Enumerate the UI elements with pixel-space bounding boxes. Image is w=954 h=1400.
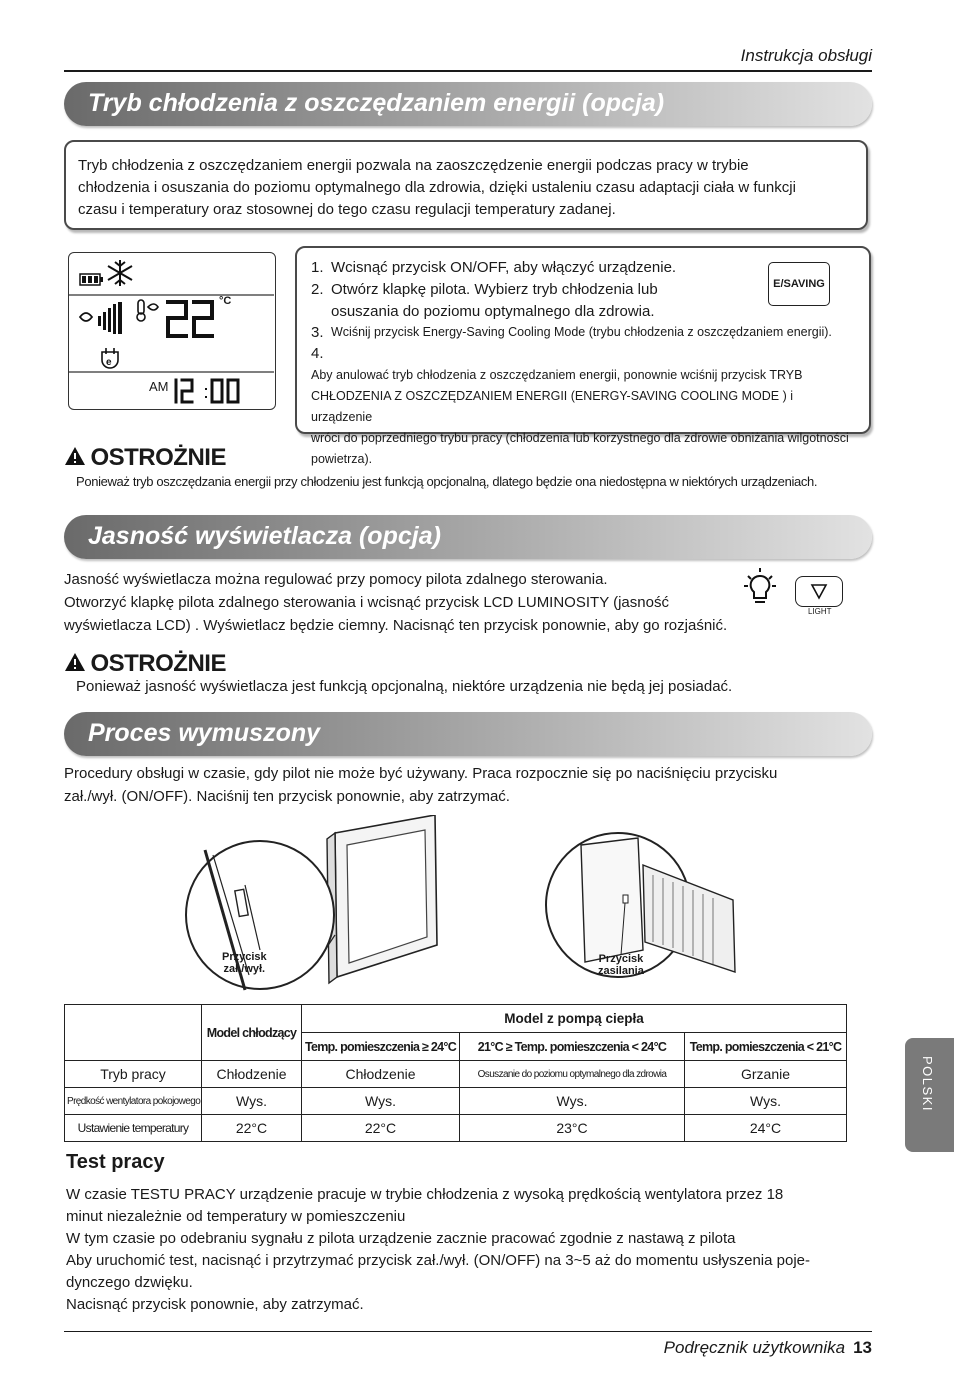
footer-label: Podręcznik użytkownika <box>663 1338 846 1357</box>
callout-power: Przycisk zasilania <box>598 953 644 977</box>
outdoor-unit-illustration <box>543 830 753 985</box>
table-header-cooling: Model chłodzący <box>202 1005 302 1061</box>
language-tab: POLSKI <box>905 1038 954 1152</box>
callout-on-off: Przycisk zał./wył. <box>222 951 267 975</box>
forced-operation-text: Procedury obsługi w czasie, gdy pilot nie może być używany. Praca rozpocznie się po naciśnięciu przycisku zał./wył. (ON/OFF). Naciśnij ten przycisk ponownie, aby zatrzymać. <box>64 765 778 805</box>
table-corner <box>65 1005 202 1061</box>
caution-heading-1: OSTROŻNIE <box>64 444 226 472</box>
intro-box <box>64 140 868 230</box>
lcd-display <box>68 252 276 410</box>
model-table <box>64 1004 847 1142</box>
caution-text-1: Ponieważ tryb oszczędzania energii przy chłodzeniu jest funkcją opcjonalną, dlatego będzie ona niedostępna w niektórych urządzeniach. <box>76 474 818 489</box>
step-1: 1. Wcisnąć przycisk ON/OFF, aby włączyć urządzenie. <box>311 259 677 276</box>
table-row: Ustawienie temperatury 22°C 22°C 23°C 24°C <box>65 1115 847 1142</box>
brightness-text: Jasność wyświetlacza można regulować przy pomocy pilota zdalnego sterowania. Otworzyć klapkę pilota zdalnego sterowania i wcisnąć przycisk LCD LUMINOSITY (jasność wyświetlacza LCD) . Wyświetlacz będzie ciemny. Nacisnąć ten przycisk ponownie, aby go rozjaśnić. <box>64 571 728 634</box>
section-title-display-brightness <box>64 515 872 559</box>
step-2: 2. Otwórz klapkę pilota. Wybierz tryb chłodzenia lub osuszania do poziomu optymalnego dla zdrowia. <box>311 281 658 320</box>
table-row: Tryb pracy Chłodzenie Chłodzenie Osuszanie do poziomu optymalnego dla zdrowia Grzanie <box>65 1061 847 1088</box>
step-4: 4. Aby anulować tryb chłodzenia z oszczędzaniem energii, ponownie wciśnij przycisk TRYB CHŁODZENIA Z OSZCZĘDZANIEM ENERGII (ENERGY-SAVING COOLING MODE ) i urządzenie wróci do poprzedniego trybu pracy (chłodzenia lub korzystnego dla zdrowie obniżania wilgotności powietrza). <box>311 345 849 466</box>
temperature-unit: °C <box>219 295 232 307</box>
intro-line: Tryb chłodzenia z oszczędzaniem energii pozwala na zaoszczędzenie energii podczas pracy w trybie <box>78 157 749 174</box>
esaving-button: E/SAVING <box>768 262 830 306</box>
caution-text-2: Ponieważ jasność wyświetlacza jest funkcją opcjonalną, niektóre urządzenia nie będą jej posiadać. <box>76 678 733 695</box>
footer-divider <box>64 1331 872 1332</box>
table-row: Prędkość wentylatora pokojowego Wys. Wys. Wys. Wys. <box>65 1088 847 1115</box>
header-divider <box>64 70 872 72</box>
svg-text:e: e <box>105 356 112 368</box>
light-button <box>795 576 843 607</box>
caution-heading-2: OSTROŻNIE <box>64 650 226 678</box>
test-text: W czasie TESTU PRACY urządzenie pracuje w trybie chłodzenia z wysoką prędkością wentylatora przez 18 minut niezależnie od temperatury w pomieszczeniu W tym czasie po odebraniu sygnału z pilota urządzenie zacznie pracować zgodnie z nastawą z pilota Aby uruchomić test, nacisnąć i przytrzymać przycisk zał./wył. (ON/OFF) na 3~5 aż do momentu usłyszenia poje- dynczego dzwięku. Nacisnąć przycisk ponownie, aby zatrzymać. <box>66 1186 811 1313</box>
test-heading: Test pracy <box>66 1151 165 1173</box>
intro-line: chłodzenia i osuszania do poziomu optymalnego dla zdrowia, dzięki ustaleniu czasu adaptacji ciała w funkcji <box>78 179 796 196</box>
warning-icon <box>64 446 86 466</box>
section-title-text: Proces wymuszony <box>88 719 321 747</box>
temperature-digits <box>168 302 212 336</box>
clock-digits <box>176 380 238 402</box>
fan-speed-icon <box>80 302 122 334</box>
snowflake-icon <box>108 260 132 286</box>
step-3: 3. Wciśnij przycisk Energy-Saving Cooling Mode (trybu chłodzenia z oszczędzaniem energii). <box>311 324 832 341</box>
triangle-down-icon <box>795 576 843 607</box>
light-button-label: LIGHT <box>808 607 832 616</box>
bulb-icon <box>738 568 782 617</box>
header-label: Instrukcja obsługi <box>740 46 872 65</box>
table-header-heatpump: Model z pompą ciepła <box>302 1005 847 1033</box>
warning-icon <box>64 652 86 672</box>
page-number: 13 <box>853 1338 872 1357</box>
section-title-forced-operation <box>64 712 872 756</box>
footer <box>664 1338 872 1358</box>
table-condition: 21°C ≥ Temp. pomieszczenia < 24°C <box>460 1033 685 1061</box>
section-title-text: Jasność wyświetlacza (opcja) <box>88 522 441 550</box>
intro-line: czasu i temperatury oraz stosownej do tego czasu regulacji temperatury zadanej. <box>78 201 616 218</box>
battery-icon <box>80 274 103 285</box>
table-condition: Temp. pomieszczenia < 21°C <box>685 1033 847 1061</box>
table-condition: Temp. pomieszczenia ≥ 24°C <box>302 1033 460 1061</box>
am-label: AM <box>149 379 169 394</box>
section-title-text: Tryb chłodzenia z oszczędzaniem energii (opcja) <box>88 89 665 117</box>
thermometer-icon <box>137 300 158 321</box>
section-title-energy-saving <box>64 82 872 126</box>
